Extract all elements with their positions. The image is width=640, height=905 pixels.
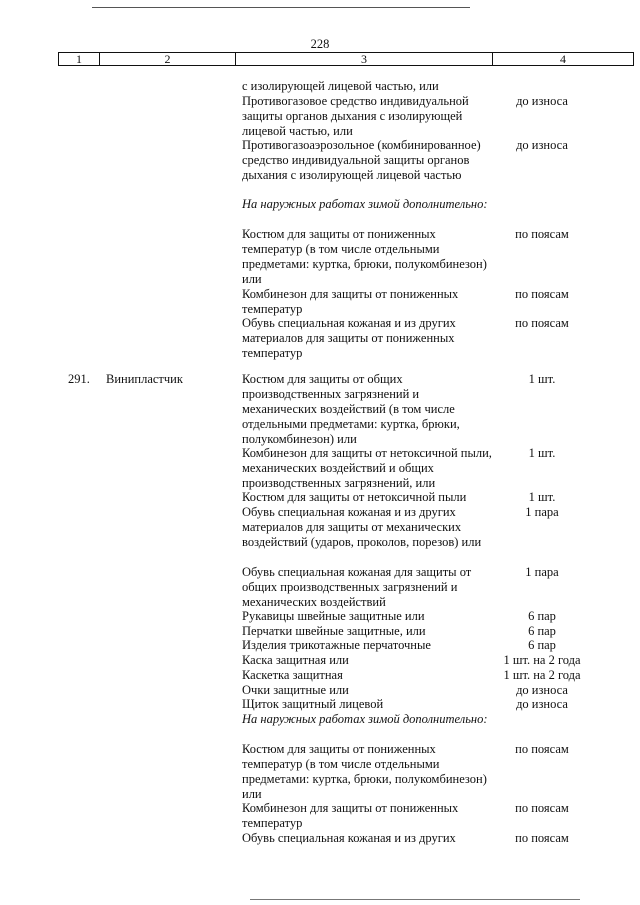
- top-rule: [92, 7, 470, 8]
- item-norm: до износа: [516, 683, 568, 697]
- item-norm: 1 шт. на 2 года: [503, 653, 581, 667]
- item-text: Костюм для защиты от нетоксичной пыли: [242, 490, 467, 504]
- header-col-2: 2: [100, 53, 236, 65]
- profession-name: Винипластчик: [106, 372, 183, 386]
- item-text: Костюм для защиты от пониженных температур (в том числе отдельными предметами: куртка, брюки, полукомбинезон) или: [242, 227, 487, 286]
- header-col-1: 1: [59, 53, 100, 65]
- item-text: Костюм для защиты от общих производственных загрязнений и механических воздействий (в том числе отдельными предметами: куртка, брюки, полукомбинезон) или: [242, 372, 460, 446]
- item-text: Каскетка защитная: [242, 668, 343, 682]
- item-text: Изделия трикотажные перчаточные: [242, 638, 431, 652]
- item-text: Обувь специальная кожаная и из других материалов для защиты от механических воздействий (ударов, проколов, порезов) или: [242, 505, 482, 549]
- section-note: На наружных работах зимой дополнительно:: [242, 712, 488, 726]
- item-text: с изолирующей лицевой частью, или: [242, 79, 439, 93]
- section-note: На наружных работах зимой дополнительно:: [242, 197, 488, 211]
- item-norm: по поясам: [515, 801, 569, 815]
- item-text: Обувь специальная кожаная и из других материалов для защиты от пониженных температур: [242, 316, 456, 360]
- item-text: Обувь специальная кожаная для защиты от общих производственных загрязнений и механических воздействий: [242, 565, 472, 609]
- item-norm: до износа: [516, 697, 568, 711]
- item-norm: 1 шт.: [528, 372, 556, 386]
- item-text: Щиток защитный лицевой: [242, 697, 384, 711]
- item-norm: по поясам: [515, 742, 569, 756]
- item-text: Перчатки швейные защитные, или: [242, 624, 426, 638]
- item-norm: 1 пара: [525, 505, 559, 519]
- item-norm: 6 пар: [528, 624, 556, 638]
- page-number: 228: [310, 37, 330, 51]
- item-text: Противогазоаэрозольное (комбинированное) средство индивидуальной защиты органов дыхания с изолирующей лицевой частью: [242, 138, 481, 182]
- item-norm: 1 шт.: [528, 490, 556, 504]
- item-text: Рукавицы швейные защитные или: [242, 609, 425, 623]
- item-norm: 1 шт. на 2 года: [503, 668, 581, 682]
- header-col-3: 3: [236, 53, 493, 65]
- item-text: Костюм для защиты от пониженных температур (в том числе отдельными предметами: куртка, брюки, полукомбинезон) или: [242, 742, 487, 801]
- item-norm: 1 шт.: [528, 446, 556, 460]
- item-norm: 6 пар: [528, 609, 556, 623]
- item-norm: до износа: [516, 94, 568, 108]
- item-text: Каска защитная или: [242, 653, 349, 667]
- item-norm: 6 пар: [528, 638, 556, 652]
- item-text: Комбинезон для защиты от нетоксичной пыли, механических воздействий и общих производственных загрязнений, или: [242, 446, 492, 490]
- item-norm: по поясам: [515, 287, 569, 301]
- item-text: Комбинезон для защиты от пониженных температур: [242, 287, 459, 316]
- item-norm: по поясам: [515, 227, 569, 241]
- item-norm: до износа: [516, 138, 568, 152]
- item-text: Обувь специальная кожаная и из других: [242, 831, 456, 845]
- row-number: 291.: [68, 372, 90, 386]
- item-text: Комбинезон для защиты от пониженных температур: [242, 801, 459, 830]
- item-text: Противогазовое средство индивидуальной защиты органов дыхания с изолирующей лицевой частью, или: [242, 94, 469, 138]
- item-norm: 1 пара: [525, 565, 559, 579]
- item-norm: по поясам: [515, 831, 569, 845]
- bottom-rule: [250, 899, 580, 900]
- header-col-4: 4: [560, 52, 566, 66]
- item-norm: по поясам: [515, 316, 569, 330]
- item-text: Очки защитные или: [242, 683, 349, 697]
- table-header: [58, 52, 634, 66]
